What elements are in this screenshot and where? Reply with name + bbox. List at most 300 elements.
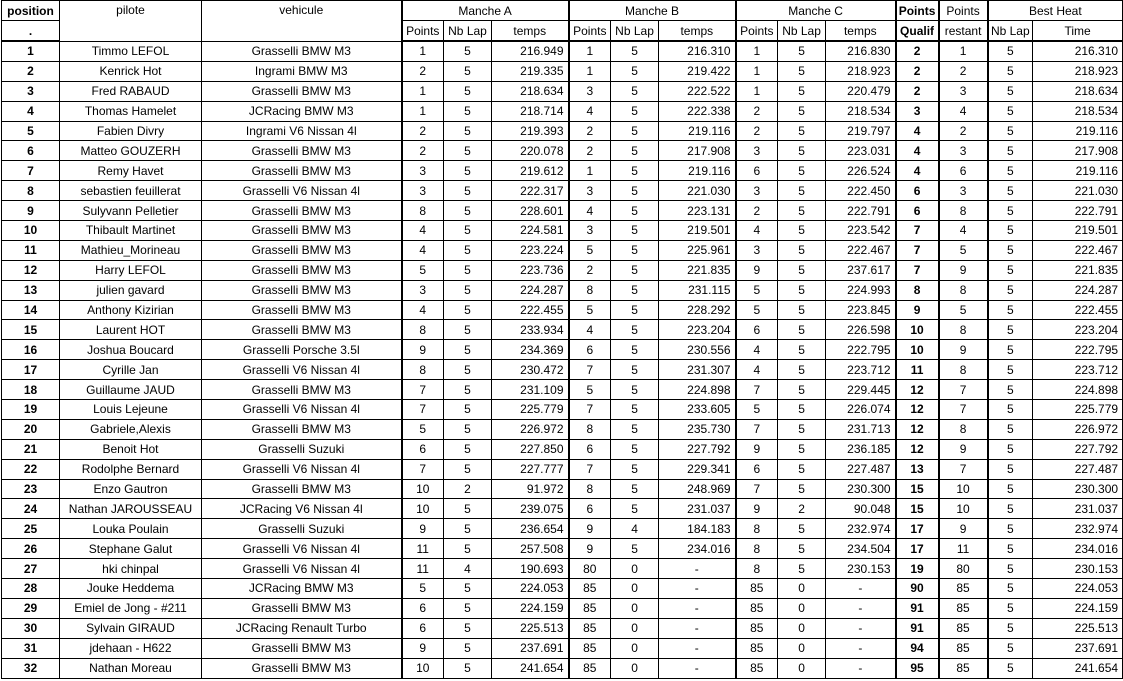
cell-a-temps: 225.513: [492, 618, 569, 638]
cell-c-temps: 222.450: [826, 181, 896, 201]
cell-best-nblap: 5: [988, 400, 1033, 420]
cell-b-nblap: 5: [611, 201, 659, 221]
cell-a-temps: 222.455: [492, 300, 569, 320]
cell-vehicule: Grasselli V6 Nissan 4l: [202, 459, 402, 479]
cell-b-points: 4: [569, 101, 611, 121]
cell-a-nblap: 5: [444, 41, 492, 61]
cell-b-points: 8: [569, 280, 611, 300]
cell-points-qualif: 17: [896, 519, 939, 539]
table-row: [2, 81, 1123, 101]
cell-b-points: 85: [569, 579, 611, 599]
cell-a-temps: 233.934: [492, 320, 569, 340]
cell-a-points: 10: [402, 658, 444, 678]
cell-c-points: 3: [736, 181, 778, 201]
table-row: [2, 161, 1123, 181]
cell-vehicule: Grasselli BMW M3: [202, 141, 402, 161]
header-points-restant-bottom: restant: [939, 21, 988, 42]
cell-b-temps: 225.961: [659, 240, 736, 260]
cell-a-points: 5: [402, 419, 444, 439]
cell-b-points: 2: [569, 141, 611, 161]
cell-pilote: Joshua Boucard: [60, 340, 202, 360]
cell-c-temps: 223.542: [826, 221, 896, 241]
cell-b-temps: 221.835: [659, 260, 736, 280]
cell-c-points: 5: [736, 280, 778, 300]
cell-b-nblap: 5: [611, 360, 659, 380]
cell-best-time: 217.908: [1033, 141, 1123, 161]
cell-a-points: 9: [402, 340, 444, 360]
cell-a-points: 3: [402, 161, 444, 181]
header-best-heat: Best Heat: [988, 1, 1123, 21]
cell-points-restant: 85: [939, 579, 988, 599]
cell-c-nblap: 5: [778, 81, 826, 101]
cell-b-points: 3: [569, 81, 611, 101]
cell-b-nblap: 5: [611, 320, 659, 340]
cell-points-restant: 4: [939, 101, 988, 121]
table-row: [2, 300, 1123, 320]
table-row: [2, 400, 1123, 420]
cell-c-points: 2: [736, 201, 778, 221]
cell-a-nblap: 5: [444, 419, 492, 439]
cell-vehicule: Grasselli V6 Nissan 4l: [202, 400, 402, 420]
cell-a-nblap: 5: [444, 658, 492, 678]
cell-c-nblap: 5: [778, 41, 826, 61]
cell-pilote: Timmo LEFOL: [60, 41, 202, 61]
cell-b-temps: 222.522: [659, 81, 736, 101]
cell-position: 28: [2, 579, 60, 599]
cell-c-nblap: 5: [778, 479, 826, 499]
cell-points-restant: 85: [939, 658, 988, 678]
cell-b-points: 2: [569, 260, 611, 280]
cell-pilote: Gabriele,Alexis: [60, 419, 202, 439]
cell-pilote: Benoit Hot: [60, 439, 202, 459]
cell-b-temps: 248.969: [659, 479, 736, 499]
table-row: [2, 380, 1123, 400]
cell-c-points: 85: [736, 658, 778, 678]
cell-position: 32: [2, 658, 60, 678]
cell-vehicule: Grasselli Porsche 3.5l: [202, 340, 402, 360]
cell-b-points: 5: [569, 240, 611, 260]
header-a-temps: temps: [492, 21, 569, 42]
cell-points-qualif: 2: [896, 41, 939, 61]
cell-c-temps: 223.712: [826, 360, 896, 380]
cell-vehicule: Grasselli BMW M3: [202, 320, 402, 340]
cell-points-restant: 5: [939, 240, 988, 260]
cell-position: 7: [2, 161, 60, 181]
header-pilote: pilote: [60, 1, 202, 42]
cell-c-nblap: 5: [778, 101, 826, 121]
table-row: [2, 519, 1123, 539]
cell-vehicule: JCRacing Renault Turbo: [202, 618, 402, 638]
cell-points-restant: 85: [939, 618, 988, 638]
cell-points-qualif: 19: [896, 559, 939, 579]
cell-b-nblap: 0: [611, 638, 659, 658]
cell-position: 17: [2, 360, 60, 380]
cell-c-points: 3: [736, 141, 778, 161]
cell-b-temps: 216.310: [659, 41, 736, 61]
cell-pilote: Laurent HOT: [60, 320, 202, 340]
cell-b-temps: -: [659, 638, 736, 658]
cell-position: 11: [2, 240, 60, 260]
table-row: [2, 459, 1123, 479]
cell-best-nblap: 5: [988, 598, 1033, 618]
cell-position: 21: [2, 439, 60, 459]
cell-a-points: 2: [402, 121, 444, 141]
cell-c-temps: 222.467: [826, 240, 896, 260]
cell-pilote: Kenrick Hot: [60, 61, 202, 81]
cell-points-qualif: 91: [896, 618, 939, 638]
cell-c-points: 85: [736, 618, 778, 638]
cell-a-temps: 224.053: [492, 579, 569, 599]
cell-b-points: 3: [569, 181, 611, 201]
cell-b-points: 85: [569, 658, 611, 678]
cell-best-nblap: 5: [988, 539, 1033, 559]
cell-position: 30: [2, 618, 60, 638]
cell-b-nblap: 5: [611, 439, 659, 459]
cell-best-nblap: 5: [988, 340, 1033, 360]
cell-points-qualif: 13: [896, 459, 939, 479]
cell-a-nblap: 5: [444, 121, 492, 141]
table-row: [2, 101, 1123, 121]
cell-position: 20: [2, 419, 60, 439]
cell-c-temps: 231.713: [826, 419, 896, 439]
cell-a-points: 10: [402, 499, 444, 519]
cell-a-nblap: 5: [444, 181, 492, 201]
cell-points-qualif: 2: [896, 61, 939, 81]
cell-b-points: 1: [569, 41, 611, 61]
cell-c-points: 1: [736, 61, 778, 81]
cell-best-time: 216.310: [1033, 41, 1123, 61]
cell-a-nblap: 5: [444, 101, 492, 121]
cell-c-points: 8: [736, 519, 778, 539]
cell-a-nblap: 5: [444, 360, 492, 380]
cell-a-nblap: 5: [444, 618, 492, 638]
cell-b-nblap: 4: [611, 519, 659, 539]
cell-pilote: Mathieu_Morineau: [60, 240, 202, 260]
cell-c-points: 2: [736, 121, 778, 141]
cell-a-points: 7: [402, 459, 444, 479]
cell-best-nblap: 5: [988, 61, 1033, 81]
header-row-1: [2, 1, 1123, 21]
cell-vehicule: Grasselli BMW M3: [202, 658, 402, 678]
cell-b-nblap: 5: [611, 41, 659, 61]
cell-points-qualif: 90: [896, 579, 939, 599]
cell-best-nblap: 5: [988, 121, 1033, 141]
cell-c-temps: -: [826, 658, 896, 678]
cell-a-temps: 224.159: [492, 598, 569, 618]
cell-position: 2: [2, 61, 60, 81]
cell-c-points: 6: [736, 459, 778, 479]
cell-c-nblap: 5: [778, 360, 826, 380]
cell-a-nblap: 5: [444, 141, 492, 161]
cell-a-points: 9: [402, 638, 444, 658]
cell-best-time: 221.030: [1033, 181, 1123, 201]
cell-c-nblap: 5: [778, 161, 826, 181]
header-points-qualif-top: Points: [896, 1, 939, 21]
cell-b-nblap: 5: [611, 240, 659, 260]
cell-best-nblap: 5: [988, 380, 1033, 400]
cell-b-points: 1: [569, 61, 611, 81]
cell-c-nblap: 5: [778, 439, 826, 459]
cell-b-nblap: 0: [611, 598, 659, 618]
cell-points-restant: 7: [939, 380, 988, 400]
cell-a-nblap: 5: [444, 638, 492, 658]
cell-c-nblap: 5: [778, 380, 826, 400]
cell-c-points: 85: [736, 579, 778, 599]
cell-points-restant: 8: [939, 320, 988, 340]
cell-best-time: 218.634: [1033, 81, 1123, 101]
cell-c-temps: 220.479: [826, 81, 896, 101]
cell-a-nblap: 5: [444, 240, 492, 260]
cell-a-nblap: 5: [444, 161, 492, 181]
cell-c-nblap: 0: [778, 658, 826, 678]
cell-best-nblap: 5: [988, 300, 1033, 320]
cell-b-temps: 223.204: [659, 320, 736, 340]
cell-a-nblap: 2: [444, 479, 492, 499]
cell-a-points: 8: [402, 201, 444, 221]
cell-points-restant: 80: [939, 559, 988, 579]
table-row: [2, 419, 1123, 439]
cell-b-nblap: 5: [611, 300, 659, 320]
cell-b-points: 5: [569, 380, 611, 400]
cell-position: 5: [2, 121, 60, 141]
cell-vehicule: JCRacing BMW M3: [202, 579, 402, 599]
cell-b-points: 2: [569, 121, 611, 141]
header-b-temps: temps: [659, 21, 736, 42]
cell-points-qualif: 12: [896, 400, 939, 420]
cell-points-qualif: 4: [896, 161, 939, 181]
cell-best-time: 218.923: [1033, 61, 1123, 81]
cell-b-nblap: 5: [611, 81, 659, 101]
cell-c-points: 1: [736, 41, 778, 61]
cell-vehicule: Grasselli BMW M3: [202, 380, 402, 400]
cell-b-temps: -: [659, 559, 736, 579]
cell-vehicule: Grasselli BMW M3: [202, 300, 402, 320]
cell-c-temps: 223.845: [826, 300, 896, 320]
cell-b-nblap: 0: [611, 658, 659, 678]
cell-best-time: 223.712: [1033, 360, 1123, 380]
cell-points-restant: 10: [939, 499, 988, 519]
cell-points-qualif: 6: [896, 201, 939, 221]
cell-b-nblap: 5: [611, 499, 659, 519]
table-row: [2, 499, 1123, 519]
cell-c-points: 5: [736, 300, 778, 320]
cell-best-nblap: 5: [988, 280, 1033, 300]
cell-points-qualif: 12: [896, 380, 939, 400]
cell-a-temps: 225.779: [492, 400, 569, 420]
cell-pilote: hki chinpal: [60, 559, 202, 579]
table-row: [2, 479, 1123, 499]
cell-a-temps: 241.654: [492, 658, 569, 678]
cell-best-time: 226.972: [1033, 419, 1123, 439]
cell-c-nblap: 5: [778, 221, 826, 241]
cell-c-points: 3: [736, 240, 778, 260]
cell-c-points: 4: [736, 340, 778, 360]
cell-best-time: 219.116: [1033, 121, 1123, 141]
cell-b-points: 8: [569, 419, 611, 439]
cell-best-time: 222.791: [1033, 201, 1123, 221]
cell-best-nblap: 5: [988, 141, 1033, 161]
header-c-temps: temps: [826, 21, 896, 42]
cell-b-nblap: 5: [611, 181, 659, 201]
cell-b-nblap: 5: [611, 260, 659, 280]
cell-c-nblap: 5: [778, 320, 826, 340]
cell-best-nblap: 5: [988, 559, 1033, 579]
cell-best-nblap: 5: [988, 499, 1033, 519]
cell-b-temps: -: [659, 579, 736, 599]
table-row: [2, 41, 1123, 61]
cell-a-points: 6: [402, 598, 444, 618]
cell-c-points: 2: [736, 101, 778, 121]
cell-pilote: julien gavard: [60, 280, 202, 300]
cell-a-temps: 237.691: [492, 638, 569, 658]
cell-b-temps: 231.037: [659, 499, 736, 519]
header-points-qualif-bottom: Qualif: [896, 21, 939, 42]
cell-points-restant: 8: [939, 419, 988, 439]
cell-a-nblap: 5: [444, 400, 492, 420]
cell-best-nblap: 5: [988, 181, 1033, 201]
cell-pilote: Sulyvann Pelletier: [60, 201, 202, 221]
cell-c-nblap: 2: [778, 499, 826, 519]
cell-points-qualif: 91: [896, 598, 939, 618]
cell-a-points: 3: [402, 181, 444, 201]
cell-vehicule: Grasselli BMW M3: [202, 280, 402, 300]
cell-a-points: 2: [402, 61, 444, 81]
cell-c-nblap: 5: [778, 539, 826, 559]
cell-c-temps: 226.524: [826, 161, 896, 181]
cell-b-points: 9: [569, 519, 611, 539]
cell-position: 6: [2, 141, 60, 161]
cell-a-nblap: 5: [444, 61, 492, 81]
cell-a-points: 3: [402, 280, 444, 300]
cell-best-time: 237.691: [1033, 638, 1123, 658]
cell-a-temps: 236.654: [492, 519, 569, 539]
header-a-points: Points: [402, 21, 444, 42]
cell-c-nblap: 5: [778, 559, 826, 579]
cell-best-nblap: 5: [988, 81, 1033, 101]
cell-points-qualif: 4: [896, 141, 939, 161]
cell-vehicule: Grasselli BMW M3: [202, 41, 402, 61]
cell-pilote: sebastien feuillerat: [60, 181, 202, 201]
cell-c-points: 8: [736, 539, 778, 559]
cell-a-temps: 227.777: [492, 459, 569, 479]
cell-pilote: Cyrille Jan: [60, 360, 202, 380]
cell-vehicule: Grasselli V6 Nissan 4l: [202, 539, 402, 559]
cell-best-time: 231.037: [1033, 499, 1123, 519]
cell-a-temps: 227.850: [492, 439, 569, 459]
cell-vehicule: Grasselli Suzuki: [202, 519, 402, 539]
cell-position: 13: [2, 280, 60, 300]
cell-pilote: Louka Poulain: [60, 519, 202, 539]
cell-c-points: 9: [736, 499, 778, 519]
table-row: [2, 539, 1123, 559]
cell-c-nblap: 5: [778, 340, 826, 360]
cell-c-nblap: 5: [778, 400, 826, 420]
cell-b-points: 5: [569, 300, 611, 320]
cell-pilote: Nathan Moreau: [60, 658, 202, 678]
header-best-time: Time: [1033, 21, 1123, 42]
cell-vehicule: Grasselli BMW M3: [202, 260, 402, 280]
cell-points-restant: 1: [939, 41, 988, 61]
cell-a-temps: 220.078: [492, 141, 569, 161]
cell-points-qualif: 2: [896, 81, 939, 101]
cell-c-points: 7: [736, 380, 778, 400]
cell-points-restant: 11: [939, 539, 988, 559]
cell-points-restant: 7: [939, 400, 988, 420]
cell-a-temps: 91.972: [492, 479, 569, 499]
cell-points-qualif: 7: [896, 260, 939, 280]
cell-a-nblap: 5: [444, 300, 492, 320]
cell-pilote: Harry LEFOL: [60, 260, 202, 280]
cell-a-temps: 230.472: [492, 360, 569, 380]
cell-c-temps: 237.617: [826, 260, 896, 280]
cell-points-qualif: 11: [896, 360, 939, 380]
header-best-nblap: Nb Lap: [988, 21, 1033, 42]
cell-points-restant: 9: [939, 519, 988, 539]
cell-c-nblap: 0: [778, 618, 826, 638]
cell-a-nblap: 5: [444, 598, 492, 618]
cell-c-points: 6: [736, 161, 778, 181]
cell-points-restant: 7: [939, 459, 988, 479]
cell-a-nblap: 5: [444, 459, 492, 479]
cell-pilote: Emiel de Jong - #211: [60, 598, 202, 618]
cell-c-temps: 226.074: [826, 400, 896, 420]
cell-best-time: 224.287: [1033, 280, 1123, 300]
header-manche-c: Manche C: [736, 1, 896, 21]
cell-c-points: 7: [736, 419, 778, 439]
cell-vehicule: Grasselli BMW M3: [202, 638, 402, 658]
cell-best-nblap: 5: [988, 221, 1033, 241]
cell-a-temps: 224.581: [492, 221, 569, 241]
cell-a-temps: 222.317: [492, 181, 569, 201]
cell-b-nblap: 5: [611, 479, 659, 499]
cell-c-points: 4: [736, 221, 778, 241]
cell-b-nblap: 5: [611, 121, 659, 141]
cell-best-time: 225.779: [1033, 400, 1123, 420]
cell-c-temps: 230.300: [826, 479, 896, 499]
cell-position: 19: [2, 400, 60, 420]
header-a-nblap: Nb Lap: [444, 21, 492, 42]
cell-c-temps: 227.487: [826, 459, 896, 479]
cell-position: 18: [2, 380, 60, 400]
cell-c-points: 85: [736, 638, 778, 658]
cell-b-nblap: 5: [611, 280, 659, 300]
cell-c-nblap: 5: [778, 121, 826, 141]
cell-b-points: 85: [569, 618, 611, 638]
cell-vehicule: Grasselli BMW M3: [202, 240, 402, 260]
cell-c-nblap: 5: [778, 459, 826, 479]
cell-vehicule: Grasselli BMW M3: [202, 598, 402, 618]
cell-a-nblap: 5: [444, 260, 492, 280]
cell-position: 31: [2, 638, 60, 658]
cell-b-nblap: 5: [611, 340, 659, 360]
cell-c-nblap: 5: [778, 280, 826, 300]
cell-c-temps: 218.534: [826, 101, 896, 121]
cell-a-nblap: 5: [444, 579, 492, 599]
cell-c-points: 6: [736, 320, 778, 340]
cell-vehicule: Grasselli BMW M3: [202, 419, 402, 439]
cell-c-temps: 216.830: [826, 41, 896, 61]
cell-points-qualif: 6: [896, 181, 939, 201]
cell-b-temps: 223.131: [659, 201, 736, 221]
cell-b-nblap: 0: [611, 618, 659, 638]
cell-b-temps: 228.292: [659, 300, 736, 320]
cell-points-qualif: 95: [896, 658, 939, 678]
cell-b-temps: 224.898: [659, 380, 736, 400]
cell-c-temps: -: [826, 598, 896, 618]
cell-best-nblap: 5: [988, 41, 1033, 61]
cell-pilote: Thibault Martinet: [60, 221, 202, 241]
cell-b-temps: 219.422: [659, 61, 736, 81]
